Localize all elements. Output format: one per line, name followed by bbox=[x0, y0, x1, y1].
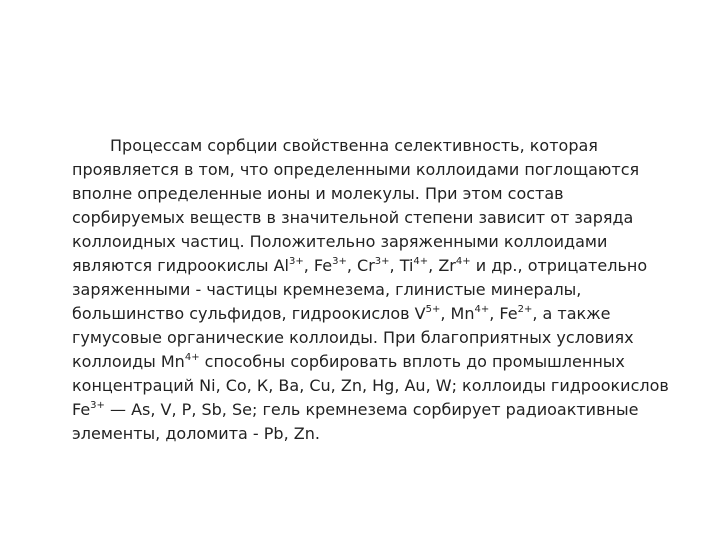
paragraph-line-1: Процессам сорбции свойственна селективность, которая bbox=[110, 136, 598, 155]
text-segment: способны сорбировать вплоть до промышленных bbox=[199, 352, 625, 371]
text-segment: большинство сульфидов, гидроокислов V bbox=[72, 304, 426, 323]
text-segment: коллоиды Mn bbox=[72, 352, 185, 371]
text-segment: , Fe bbox=[489, 304, 518, 323]
text-segment: , Fe bbox=[303, 256, 333, 275]
paragraph-line-2: проявляется в том, что определенными коллоидами поглощаются bbox=[72, 160, 640, 179]
charge-superscript: 5+ bbox=[425, 303, 441, 315]
charge-superscript: 3+ bbox=[374, 255, 390, 267]
paragraph-line-3: вполне определенные ионы и молекулы. При этом состав bbox=[72, 184, 564, 203]
charge-superscript: 3+ bbox=[289, 255, 304, 267]
paragraph-line-5: коллоидных частиц. Положительно заряженными коллоидами bbox=[72, 232, 608, 251]
text-segment: , Cr bbox=[346, 256, 375, 275]
charge-superscript: 4+ bbox=[413, 255, 429, 267]
charge-superscript: 2+ bbox=[517, 303, 533, 315]
text-segment: и др., отрицательно bbox=[470, 256, 648, 275]
charge-superscript: 4+ bbox=[184, 351, 200, 363]
text-segment: , а также bbox=[532, 304, 611, 323]
paragraph-line-6 bbox=[72, 254, 692, 278]
paragraph-line-13: элементы, доломита - Pb, Zn. bbox=[72, 424, 320, 443]
text-segment: Fe bbox=[72, 400, 91, 419]
paragraph-line-4: сорбируемых веществ в значительной степени зависит от заряда bbox=[72, 208, 634, 227]
charge-superscript: 4+ bbox=[474, 303, 490, 315]
text-segment: , Ti bbox=[389, 256, 414, 275]
charge-superscript: 3+ bbox=[332, 255, 347, 267]
charge-superscript: 4+ bbox=[455, 255, 471, 267]
text-segment: — As, V, P, Sb, Se; гель кремнезема сорбирует радиоактивные bbox=[104, 400, 639, 419]
paragraph-line-7: заряженными - частицы кремнезема, глинистые минералы, bbox=[72, 280, 582, 299]
paragraph-line-12 bbox=[72, 398, 692, 422]
paragraph-line-9: гумусовые органические коллоиды. При благоприятных условиях bbox=[72, 328, 634, 347]
paragraph-line-8 bbox=[72, 302, 692, 326]
text-segment: , Mn bbox=[440, 304, 475, 323]
paragraph-line-10 bbox=[72, 350, 692, 374]
charge-superscript: 3+ bbox=[90, 399, 105, 411]
paragraph-line-11: концентраций Ni, Co, К, Ba, Cu, Zn, Hg, Au, W; коллоиды гидроокислов bbox=[72, 376, 669, 395]
text-segment: являются гидроокислы Al bbox=[72, 256, 289, 275]
body-paragraph bbox=[72, 134, 692, 446]
text-segment: , Zr bbox=[428, 256, 456, 275]
